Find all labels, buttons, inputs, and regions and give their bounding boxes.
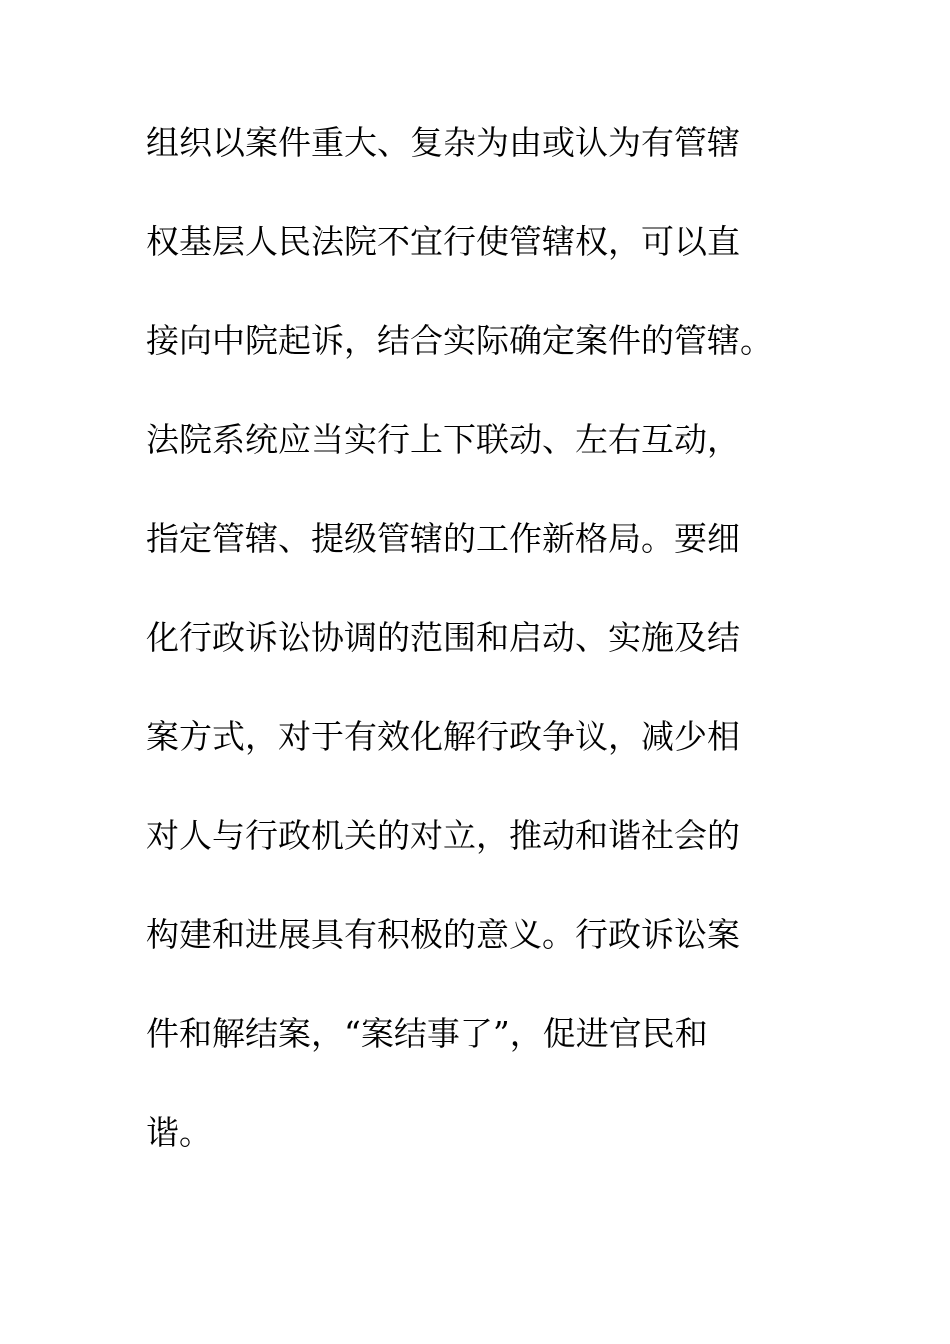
- text-line-11: 谐。: [146, 1113, 212, 1152]
- text-line-3: 接向中院起诉，结合实际确定案件的管辖。: [146, 321, 773, 360]
- text-line-5: 指定管辖、提级管辖的工作新格局。要细: [146, 519, 740, 558]
- text-line-9: 构建和进展具有积极的意义。行政诉讼案: [146, 915, 740, 954]
- text-line-6: 化行政诉讼协调的范围和启动、实施及结: [146, 618, 740, 657]
- text-line-10: 件和解结案，“案结事了”，促进官民和: [146, 1014, 708, 1053]
- body-paragraph: [146, 123, 846, 1152]
- text-line-1: 组织以案件重大、复杂为由或认为有管辖: [146, 123, 740, 162]
- text-line-7: 案方式，对于有效化解行政争议，减少相: [146, 717, 740, 756]
- text-line-8: 对人与行政机关的对立，推动和谐社会的: [146, 816, 740, 855]
- text-line-4: 法院系统应当实行上下联动、左右互动，: [146, 420, 740, 459]
- text-line-2: 权基层人民法院不宜行使管辖权，可以直: [146, 222, 740, 261]
